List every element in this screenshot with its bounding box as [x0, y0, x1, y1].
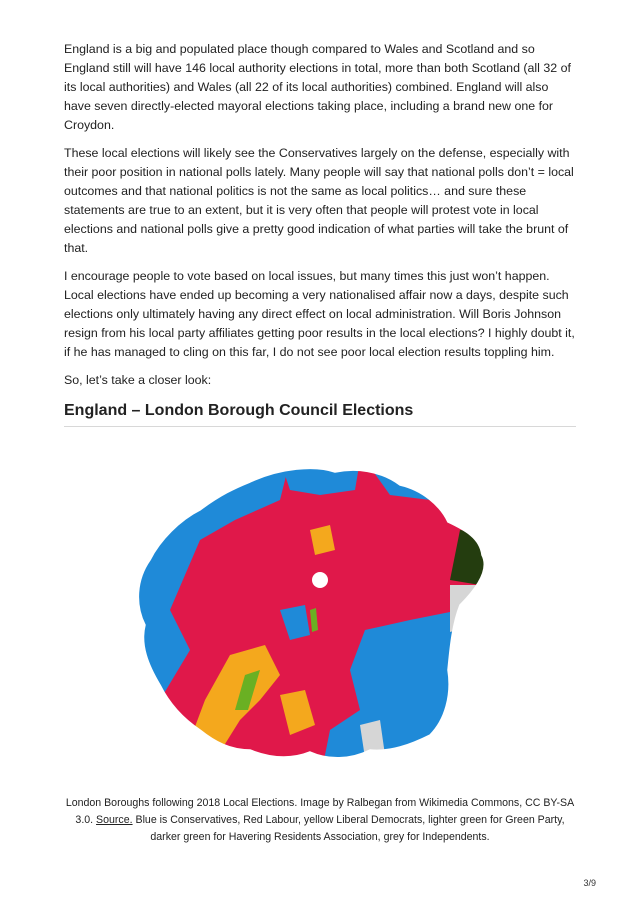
article-body	[64, 40, 576, 427]
paragraph-1: England is a big and populated place though compared to Wales and Scotland and so England still will have 146 local authority elections in total, more than both Scotland (all 32 of its local authorities) and Wales (all 22 of its local authorities) combined. England will also have seven directly-elected mayoral elections taking place, including a brand new one for Croydon.	[64, 42, 571, 132]
section-heading: England – London Borough Council Elections	[64, 402, 576, 427]
map-city-of-london	[312, 572, 328, 588]
figure-caption	[64, 795, 576, 846]
caption-text-start: London Boroughs following 2018 Local Elections. Image by Ralbegan from Wikimedia Commons, CC BY-SA 3.0.	[65, 797, 575, 826]
paragraph-4: So, let’s take a closer look:	[64, 373, 212, 387]
caption-source-link[interactable]: Source.	[96, 814, 133, 826]
london-borough-map	[130, 460, 506, 780]
paragraph-3: I encourage people to vote based on local issues, but many times this just won’t happen. Local elections have ended up becoming a very nationalised affair now a days, despite such elections only ultimately having any direct effect on local administration. Will Boris Johnson resign from his local party affiliates getting poor results in the local elections? I highly doubt it, if he has managed to cling on this far, I do not see poor local election results toppling him.	[64, 269, 575, 359]
page-number: 3/9	[583, 878, 596, 888]
caption-text-end: Blue is Conservatives, Red Labour, yellow Liberal Democrats, lighter green for Green Party, darker green for Havering Residents Association, grey for Independents.	[132, 814, 565, 843]
map-conservative-north	[280, 460, 360, 495]
map-graphic	[130, 460, 506, 780]
paragraph-2: These local elections will likely see the Conservatives largely on the defense, especially with their poor position in national polls lately. Many people will say that national polls don’t = local outcomes and that national politics is not the same as local politics… and sure these statements are true to an extent, but it is very often that people will protest vote in local elections and national polls give a pretty good indication of what parties will take the brunt of that.	[64, 146, 574, 255]
